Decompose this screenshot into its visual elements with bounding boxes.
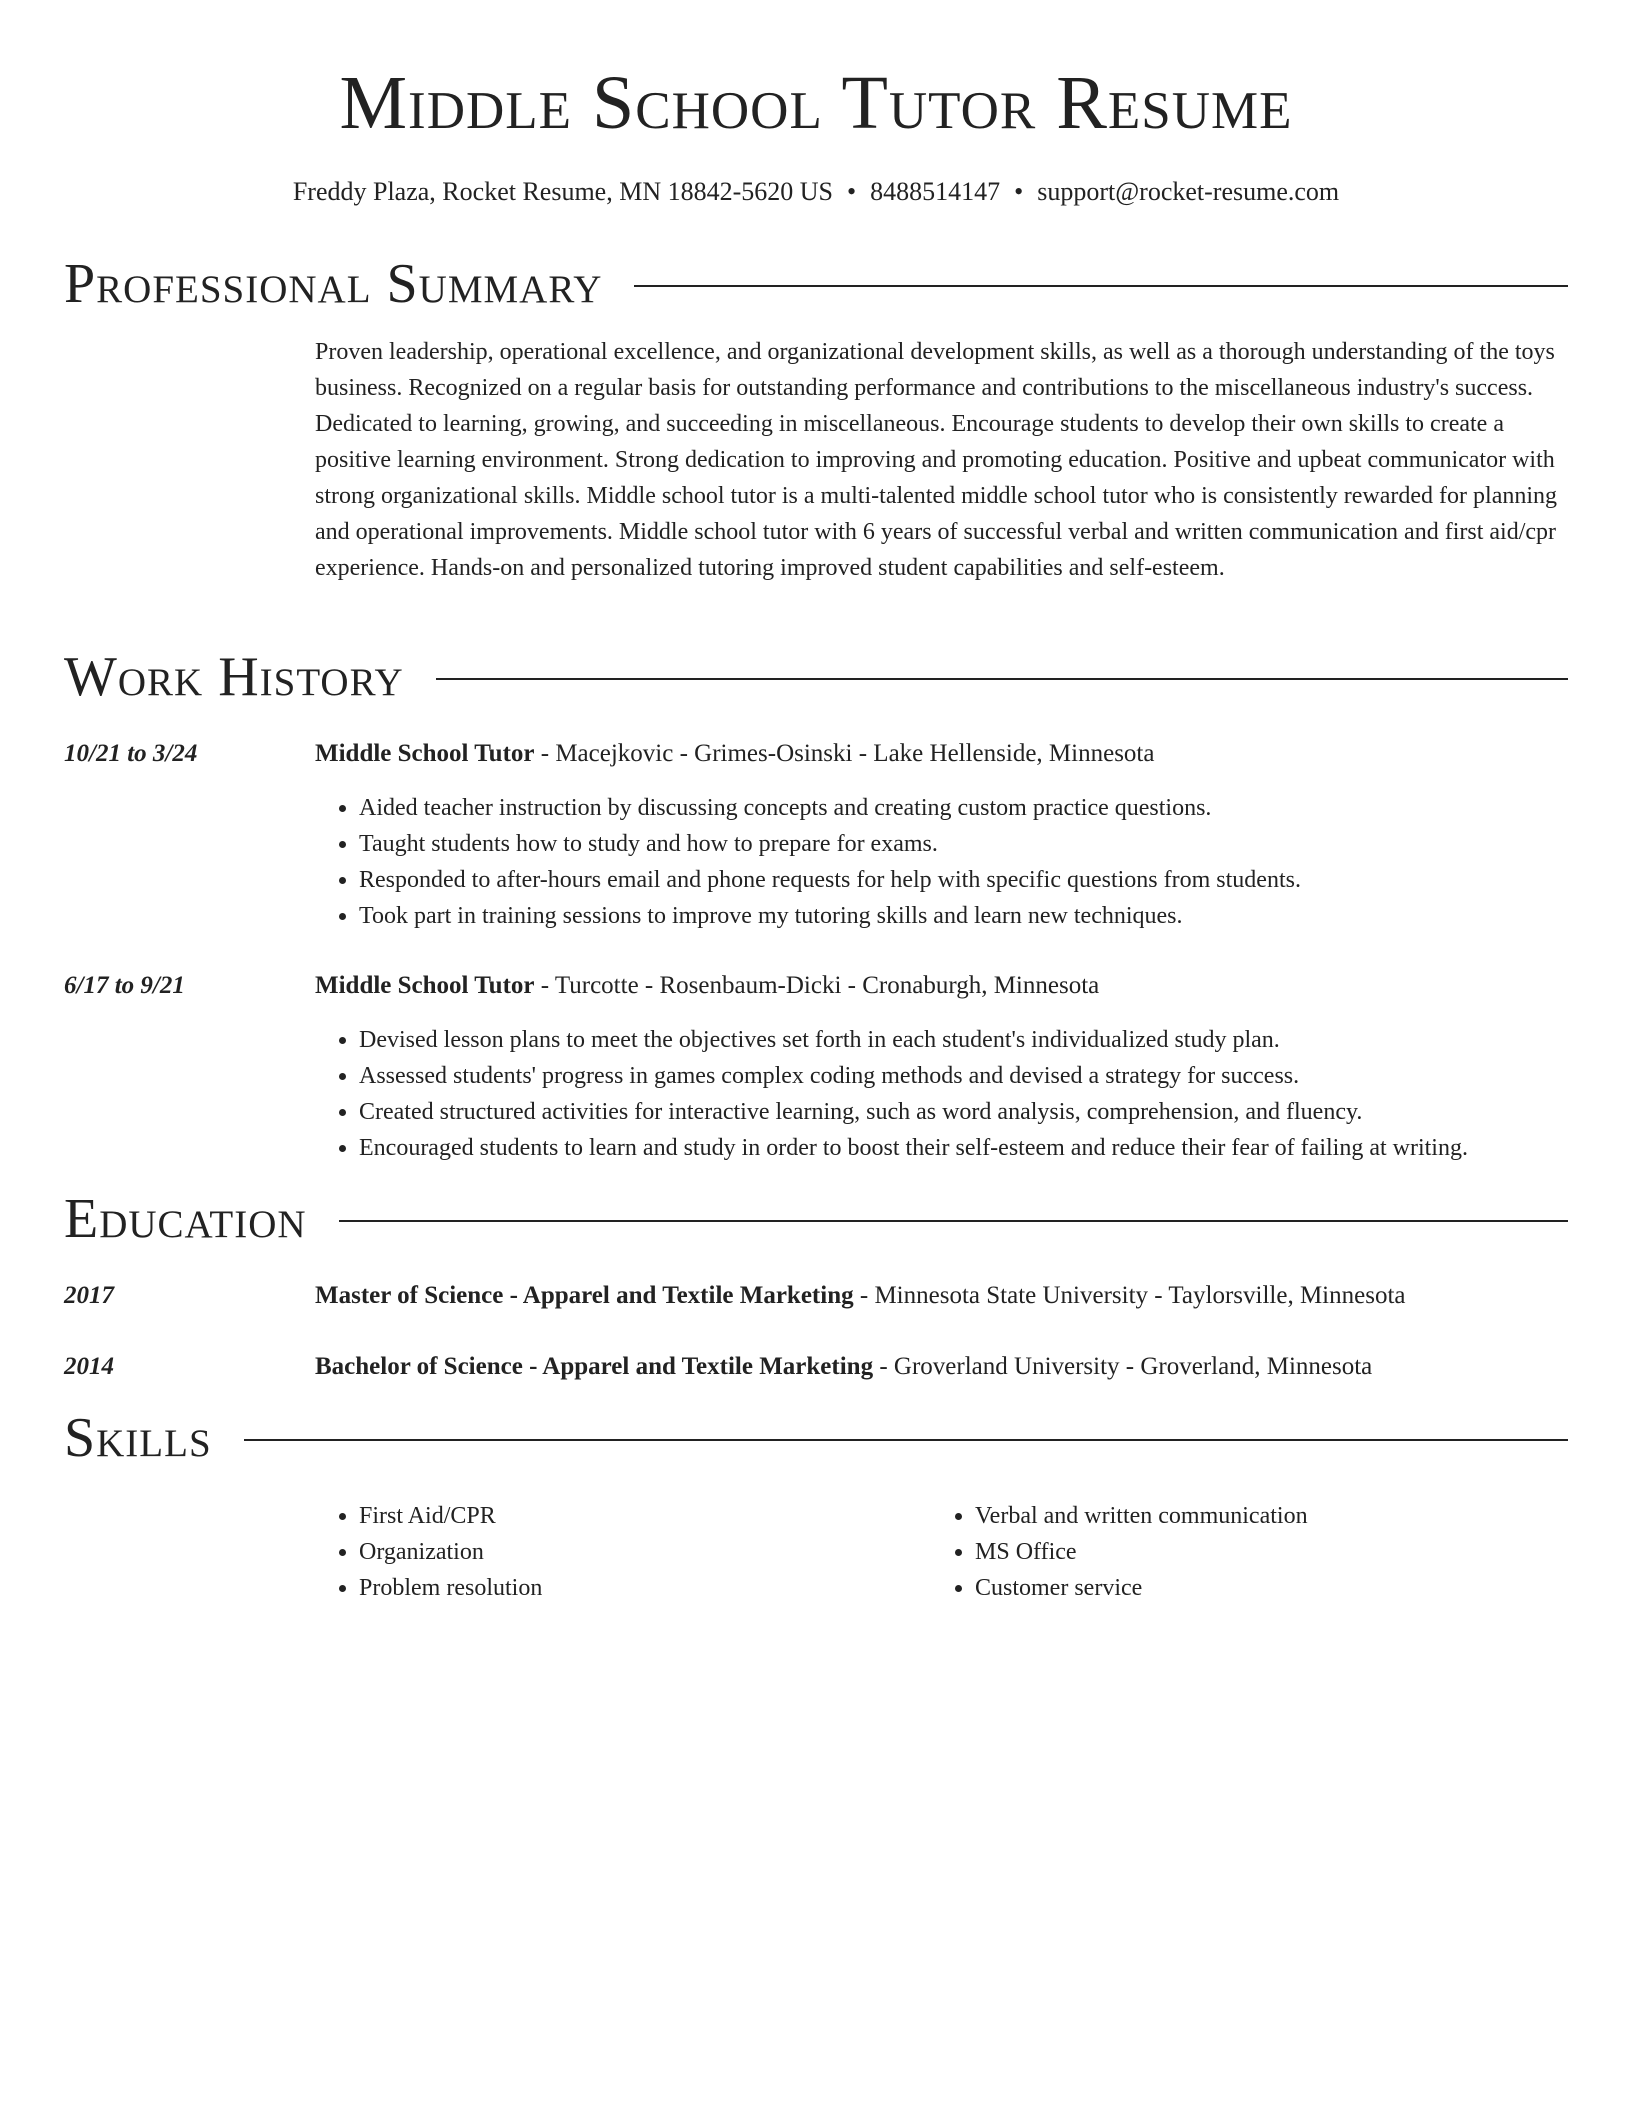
education-title-line — [315, 1278, 1568, 1314]
list-item: • Problem resolution — [359, 1570, 931, 1606]
work-bullets — [315, 1022, 1568, 1166]
section-divider — [244, 1439, 1568, 1441]
list-item: • Verbal and written communication — [975, 1498, 1547, 1534]
education-section-header — [64, 1187, 1568, 1251]
work-bullets — [315, 790, 1568, 934]
work-title-line — [315, 968, 1568, 1004]
contact-separator: • — [847, 177, 857, 206]
contact-phone: 8488514147 — [870, 177, 1001, 206]
skills-heading: Skills — [64, 1407, 212, 1469]
list-item: • Assessed students' progress in games complex coding methods and devised a strategy for success. — [359, 1058, 1568, 1094]
list-item: • MS Office — [975, 1534, 1547, 1570]
skills-section-header — [64, 1406, 1568, 1470]
list-item: • Created structured activities for interactive learning, such as word analysis, comprehension, and fluency. — [359, 1094, 1568, 1130]
work-role: Middle School Tutor — [315, 740, 535, 767]
skills-list — [315, 1498, 1568, 1606]
list-item: • Responded to after-hours email and phone requests for help with specific questions from students. — [359, 862, 1568, 898]
summary-text: Proven leadership, operational excellence, and organizational development skills, as well as a thorough understanding of the toys business. Recognized on a regular basis for outstanding performance and contributions to the miscellaneous industry's success. Dedicated to learning, growing, and succeeding in miscellaneous. Encourage students to develop their own skills to create a positive learning environment. Strong dedication to improving and promoting education. Positive and upbeat communicator with strong organizational skills. Middle school tutor is a multi-talented middle school tutor who is consistently rewarded for planning and operational improvements. Middle school tutor with 6 years of successful verbal and written communication and first aid/cpr experience. Hands-on and personalized tutoring improved student capabilities and self-esteem. — [315, 339, 1558, 581]
education-degree: Master of Science - Apparel and Textile Marketing — [315, 1282, 854, 1309]
section-divider — [339, 1220, 1568, 1222]
contact-address: Freddy Plaza, Rocket Resume, MN 18842-5620 US — [292, 177, 834, 206]
list-item: • Organization — [359, 1534, 931, 1570]
section-divider — [436, 678, 1568, 680]
work-role: Middle School Tutor — [315, 972, 535, 999]
work-details: - Macejkovic - Grimes-Osinski - Lake Hellenside, Minnesota — [534, 740, 1155, 767]
skills-column-left — [315, 1498, 931, 1606]
work-details: - Turcotte - Rosenbaum-Dicki - Cronaburgh, Minnesota — [534, 972, 1100, 999]
list-item: • Took part in training sessions to improve my tutoring skills and learn new techniques. — [359, 898, 1568, 934]
work-dates: 10/21 to 3/24 — [64, 740, 198, 767]
summary-heading: Professional Summary — [64, 253, 603, 315]
education-title-line — [315, 1349, 1568, 1385]
contact-line — [64, 174, 1568, 210]
list-item: • First Aid/CPR — [359, 1498, 931, 1534]
list-item: • Customer service — [975, 1570, 1547, 1606]
work-heading: Work History — [64, 646, 404, 708]
contact-email: support@rocket-resume.com — [1037, 177, 1340, 206]
work-section-header — [64, 645, 1568, 709]
education-year: 2017 — [64, 1282, 114, 1309]
list-item: • Encouraged students to learn and study in order to boost their self-esteem and reduce their fear of failing at writing. — [359, 1130, 1568, 1166]
contact-separator: • — [1014, 177, 1024, 206]
work-dates: 6/17 to 9/21 — [64, 972, 185, 999]
resume-title: Middle School Tutor Resume — [339, 61, 1293, 145]
section-divider — [634, 285, 1568, 287]
summary-section-header — [64, 252, 1568, 316]
list-item: • Aided teacher instruction by discussing concepts and creating custom practice questions. — [359, 790, 1568, 826]
work-title-line — [315, 736, 1568, 772]
education-heading: Education — [64, 1188, 307, 1250]
education-details: - Minnesota State University - Taylorsville, Minnesota — [853, 1282, 1406, 1309]
list-item: • Taught students how to study and how to prepare for exams. — [359, 826, 1568, 862]
list-item: • Devised lesson plans to meet the objectives set forth in each student's individualized study plan. — [359, 1022, 1568, 1058]
education-details: - Groverland University - Groverland, Minnesota — [873, 1353, 1373, 1380]
skills-column-right — [931, 1498, 1547, 1606]
education-degree: Bachelor of Science - Apparel and Textile Marketing — [315, 1353, 874, 1380]
education-year: 2014 — [64, 1353, 114, 1380]
